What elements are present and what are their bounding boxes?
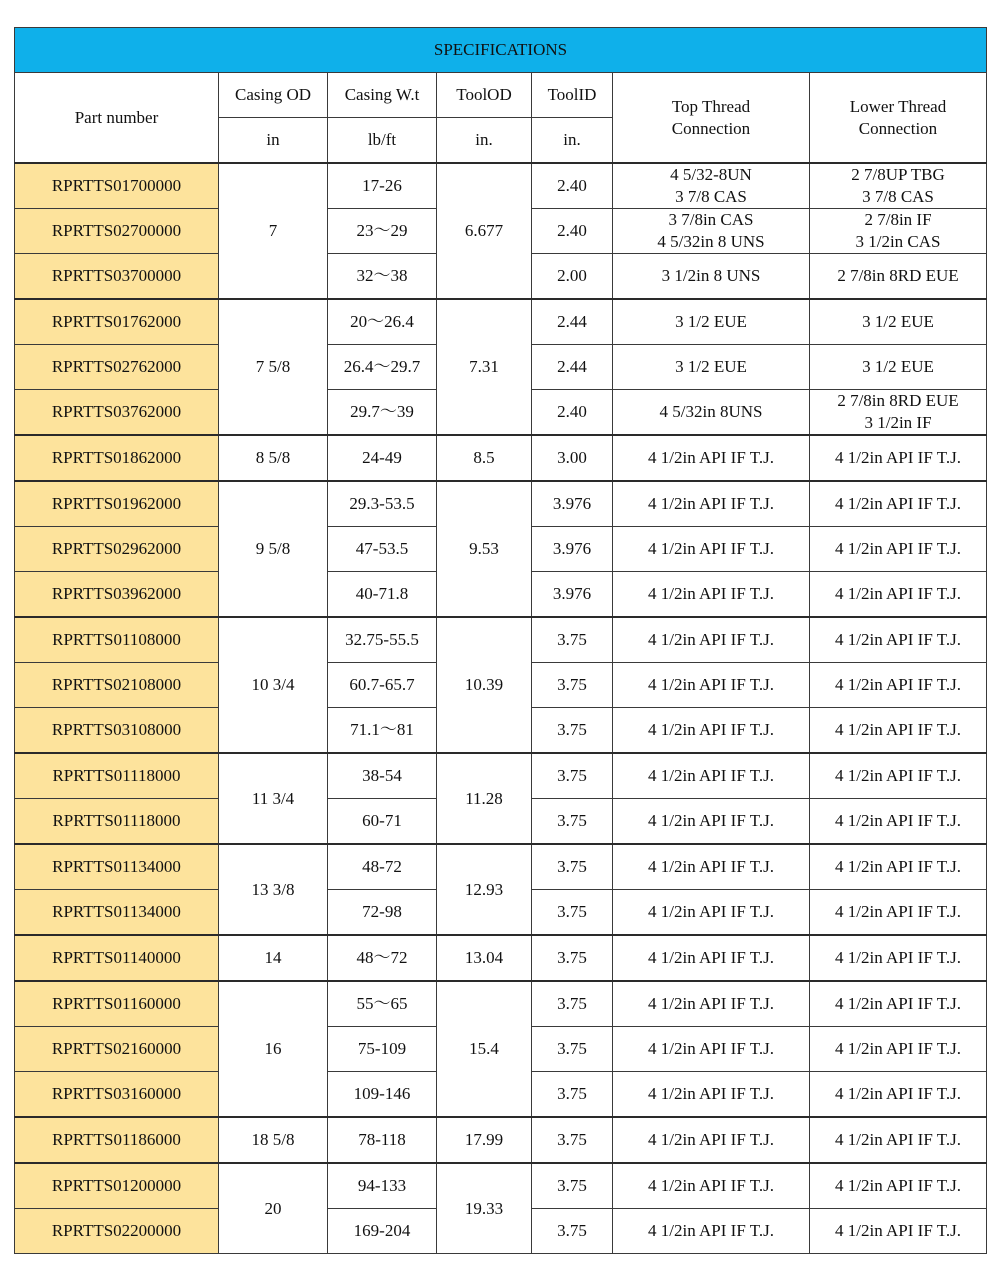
- casing-od-cell: 9 5/8: [219, 481, 328, 617]
- thread-line: 4 1/2in API IF T.J.: [835, 766, 961, 785]
- thread-line: 4 1/2in API IF T.J.: [835, 1221, 961, 1240]
- casing-wt-cell: 55～65: [328, 981, 437, 1027]
- thread-line: 4 1/2in API IF T.J.: [648, 675, 774, 694]
- lower-thread-cell: [810, 572, 987, 618]
- thread-line: 3 7/8in CAS: [668, 210, 754, 229]
- header-casing-wt: Casing W.t: [328, 73, 437, 118]
- tool-od-cell: 9.53: [437, 481, 532, 617]
- casing-od-cell: 7 5/8: [219, 299, 328, 435]
- casing-od-cell: 8 5/8: [219, 435, 328, 481]
- casing-od-cell: 13 3/8: [219, 844, 328, 935]
- top-thread-cell: [613, 935, 810, 981]
- tool-id-cell: 3.75: [532, 890, 613, 936]
- casing-wt-cell: 169-204: [328, 1209, 437, 1254]
- lower-thread-cell: [810, 935, 987, 981]
- tool-id-cell: 3.75: [532, 1209, 613, 1254]
- thread-line: 3 1/2 EUE: [862, 312, 934, 331]
- thread-line: 3 7/8 CAS: [675, 187, 747, 206]
- thread-line: 4 1/2in API IF T.J.: [648, 1221, 774, 1240]
- thread-line: 4 1/2in API IF T.J.: [648, 539, 774, 558]
- thread-line: 4 1/2in API IF T.J.: [648, 1130, 774, 1149]
- lower-thread-cell: [810, 844, 987, 890]
- top-thread-cell: [613, 708, 810, 754]
- thread-line: 4 1/2in API IF T.J.: [835, 1084, 961, 1103]
- part-number-cell: RPRTTS02962000: [15, 527, 219, 572]
- lower-thread-cell: [810, 435, 987, 481]
- top-thread-cell: [613, 753, 810, 799]
- part-number-cell: RPRTTS03762000: [15, 390, 219, 436]
- part-number-cell: RPRTTS02108000: [15, 663, 219, 708]
- thread-line: 2 7/8in 8RD EUE: [837, 391, 959, 410]
- casing-wt-cell: 20～26.4: [328, 299, 437, 345]
- thread-line: 4 1/2in API IF T.J.: [835, 857, 961, 876]
- part-number-cell: RPRTTS02762000: [15, 345, 219, 390]
- top-thread-cell: [613, 1209, 810, 1254]
- thread-line: 4 1/2in API IF T.J.: [835, 675, 961, 694]
- table-row: [15, 617, 987, 663]
- thread-line: 4 1/2in API IF T.J.: [648, 766, 774, 785]
- table-row: [15, 1117, 987, 1163]
- table-body: [15, 163, 987, 1254]
- tool-id-cell: 3.75: [532, 1072, 613, 1118]
- lower-thread-cell: [810, 299, 987, 345]
- thread-line: 4 1/2in API IF T.J.: [835, 902, 961, 921]
- thread-line: 4 1/2in API IF T.J.: [835, 448, 961, 467]
- top-thread-cell: [613, 1117, 810, 1163]
- thread-line: 3 1/2in CAS: [855, 232, 941, 251]
- tool-id-cell: 3.75: [532, 663, 613, 708]
- thread-line: 3 1/2in 8 UNS: [661, 266, 761, 285]
- tool-id-cell: 2.44: [532, 299, 613, 345]
- tool-id-cell: 3.00: [532, 435, 613, 481]
- tool-id-cell: 2.44: [532, 345, 613, 390]
- thread-line: 4 1/2in API IF T.J.: [648, 630, 774, 649]
- casing-wt-cell: 48～72: [328, 935, 437, 981]
- top-thread-cell: [613, 1163, 810, 1209]
- thread-line: 4 1/2in API IF T.J.: [835, 720, 961, 739]
- thread-line: 4 1/2in API IF T.J.: [648, 584, 774, 603]
- thread-line: 4 5/32in 8UNS: [659, 402, 763, 421]
- tool-id-cell: 3.75: [532, 981, 613, 1027]
- top-thread-cell: [613, 1072, 810, 1118]
- thread-line: 4 1/2in API IF T.J.: [648, 948, 774, 967]
- table-row: [15, 163, 987, 209]
- thread-line: 4 1/2in API IF T.J.: [648, 1176, 774, 1195]
- header-tool-id-unit: in.: [532, 118, 613, 164]
- casing-wt-cell: 109-146: [328, 1072, 437, 1118]
- header-tool-od: ToolOD: [437, 73, 532, 118]
- tool-id-cell: 2.40: [532, 209, 613, 254]
- thread-line: 4 1/2in API IF T.J.: [835, 630, 961, 649]
- thread-line: 4 5/32-8UN: [670, 165, 752, 184]
- part-number-cell: RPRTTS01134000: [15, 890, 219, 936]
- tool-id-cell: 3.75: [532, 708, 613, 754]
- tool-id-cell: 3.75: [532, 799, 613, 845]
- casing-od-cell: 18 5/8: [219, 1117, 328, 1163]
- tool-id-cell: 3.75: [532, 935, 613, 981]
- thread-line: 3 7/8 CAS: [862, 187, 934, 206]
- thread-line: 3 1/2 EUE: [675, 312, 747, 331]
- lower-thread-cell: [810, 1117, 987, 1163]
- table-row: [15, 753, 987, 799]
- top-thread-cell: [613, 163, 810, 209]
- top-thread-cell: [613, 981, 810, 1027]
- casing-od-cell: 7: [219, 163, 328, 299]
- lower-thread-cell: [810, 890, 987, 936]
- tool-od-cell: 19.33: [437, 1163, 532, 1254]
- header-casing-od-unit: in: [219, 118, 328, 164]
- casing-wt-cell: 48-72: [328, 844, 437, 890]
- tool-od-cell: 8.5: [437, 435, 532, 481]
- part-number-cell: RPRTTS01700000: [15, 163, 219, 209]
- thread-line: 4 1/2in API IF T.J.: [835, 494, 961, 513]
- thread-line: 4 1/2in API IF T.J.: [648, 811, 774, 830]
- thread-line: 2 7/8in IF: [864, 210, 932, 229]
- lower-thread-cell: [810, 1209, 987, 1254]
- thread-line: 4 1/2in API IF T.J.: [835, 1130, 961, 1149]
- casing-wt-cell: 29.7～39: [328, 390, 437, 436]
- lower-thread-cell: [810, 209, 987, 254]
- part-number-cell: RPRTTS01200000: [15, 1163, 219, 1209]
- table-row: [15, 935, 987, 981]
- casing-od-cell: 11 3/4: [219, 753, 328, 844]
- specifications-table: [14, 27, 987, 1254]
- top-thread-cell: [613, 345, 810, 390]
- thread-line: 2 7/8in 8RD EUE: [837, 266, 959, 285]
- top-thread-cell: [613, 435, 810, 481]
- top-thread-cell: [613, 254, 810, 300]
- part-number-cell: RPRTTS01762000: [15, 299, 219, 345]
- part-number-cell: RPRTTS01962000: [15, 481, 219, 527]
- casing-wt-cell: 71.1～81: [328, 708, 437, 754]
- part-number-cell: RPRTTS01118000: [15, 753, 219, 799]
- top-thread-cell: [613, 617, 810, 663]
- table-row: [15, 1163, 987, 1209]
- lower-thread-cell: [810, 981, 987, 1027]
- casing-od-cell: 14: [219, 935, 328, 981]
- table-row: [15, 299, 987, 345]
- part-number-cell: RPRTTS01160000: [15, 981, 219, 1027]
- header-part-number: Part number: [15, 73, 219, 164]
- part-number-cell: RPRTTS03108000: [15, 708, 219, 754]
- part-number-cell: RPRTTS03700000: [15, 254, 219, 300]
- thread-line: 4 1/2in API IF T.J.: [835, 994, 961, 1013]
- top-thread-cell: [613, 209, 810, 254]
- tool-od-cell: 11.28: [437, 753, 532, 844]
- casing-wt-cell: 40-71.8: [328, 572, 437, 618]
- tool-od-cell: 7.31: [437, 299, 532, 435]
- thread-line: 4 1/2in API IF T.J.: [648, 857, 774, 876]
- thread-line: 4 1/2in API IF T.J.: [835, 1039, 961, 1058]
- lower-thread-cell: [810, 617, 987, 663]
- thread-line: 4 1/2in API IF T.J.: [835, 539, 961, 558]
- table-row: [15, 844, 987, 890]
- thread-line: 2 7/8UP TBG: [851, 165, 945, 184]
- tool-id-cell: 3.976: [532, 527, 613, 572]
- table-row: [15, 435, 987, 481]
- top-thread-cell: [613, 1027, 810, 1072]
- lower-thread-cell: [810, 163, 987, 209]
- lower-thread-cell: [810, 481, 987, 527]
- lower-thread-cell: [810, 799, 987, 845]
- top-thread-cell: [613, 481, 810, 527]
- casing-wt-cell: 32～38: [328, 254, 437, 300]
- casing-wt-cell: 38-54: [328, 753, 437, 799]
- lower-thread-cell: [810, 1072, 987, 1118]
- part-number-cell: RPRTTS01862000: [15, 435, 219, 481]
- lower-thread-cell: [810, 254, 987, 300]
- part-number-cell: RPRTTS01186000: [15, 1117, 219, 1163]
- tool-od-cell: 10.39: [437, 617, 532, 753]
- lower-thread-cell: [810, 753, 987, 799]
- thread-line: 4 1/2in API IF T.J.: [648, 494, 774, 513]
- thread-line: 4 1/2in API IF T.J.: [648, 448, 774, 467]
- lower-thread-cell: [810, 1163, 987, 1209]
- thread-line: 4 1/2in API IF T.J.: [648, 720, 774, 739]
- tool-id-cell: 2.00: [532, 254, 613, 300]
- tool-id-cell: 2.40: [532, 390, 613, 436]
- lower-thread-cell: [810, 663, 987, 708]
- tool-id-cell: 3.75: [532, 844, 613, 890]
- thread-line: 3 1/2 EUE: [675, 357, 747, 376]
- top-thread-cell: [613, 890, 810, 936]
- lower-thread-cell: [810, 390, 987, 436]
- top-thread-cell: [613, 390, 810, 436]
- header-tool-id: ToolID: [532, 73, 613, 118]
- casing-od-cell: 20: [219, 1163, 328, 1254]
- part-number-cell: RPRTTS01140000: [15, 935, 219, 981]
- lower-thread-cell: [810, 345, 987, 390]
- tool-od-cell: 17.99: [437, 1117, 532, 1163]
- top-thread-cell: [613, 663, 810, 708]
- lower-thread-cell: [810, 1027, 987, 1072]
- part-number-cell: RPRTTS01108000: [15, 617, 219, 663]
- header-casing-od: Casing OD: [219, 73, 328, 118]
- table-row: [15, 481, 987, 527]
- part-number-cell: RPRTTS02160000: [15, 1027, 219, 1072]
- thread-line: 4 1/2in API IF T.J.: [835, 948, 961, 967]
- top-thread-cell: [613, 572, 810, 618]
- part-number-cell: RPRTTS03962000: [15, 572, 219, 618]
- tool-id-cell: 3.75: [532, 1027, 613, 1072]
- part-number-cell: RPRTTS02200000: [15, 1209, 219, 1254]
- tool-id-cell: 3.976: [532, 572, 613, 618]
- tool-id-cell: 3.976: [532, 481, 613, 527]
- top-thread-cell: [613, 527, 810, 572]
- tool-id-cell: 2.40: [532, 163, 613, 209]
- casing-wt-cell: 17-26: [328, 163, 437, 209]
- thread-line: 3 1/2 EUE: [862, 357, 934, 376]
- thread-line: 3 1/2in IF: [864, 413, 932, 432]
- tool-id-cell: 3.75: [532, 1163, 613, 1209]
- table-title: SPECIFICATIONS: [15, 28, 987, 73]
- thread-line: 4 1/2in API IF T.J.: [648, 994, 774, 1013]
- table-row: [15, 981, 987, 1027]
- thread-line: 4 1/2in API IF T.J.: [835, 1176, 961, 1195]
- casing-wt-cell: 29.3-53.5: [328, 481, 437, 527]
- thread-line: 4 1/2in API IF T.J.: [835, 584, 961, 603]
- lower-thread-cell: [810, 527, 987, 572]
- casing-wt-cell: 60.7-65.7: [328, 663, 437, 708]
- casing-od-cell: 16: [219, 981, 328, 1117]
- casing-wt-cell: 78-118: [328, 1117, 437, 1163]
- part-number-cell: RPRTTS02700000: [15, 209, 219, 254]
- tool-od-cell: 13.04: [437, 935, 532, 981]
- casing-wt-cell: 47-53.5: [328, 527, 437, 572]
- casing-wt-cell: 23～29: [328, 209, 437, 254]
- casing-od-cell: 10 3/4: [219, 617, 328, 753]
- part-number-cell: RPRTTS01134000: [15, 844, 219, 890]
- header-tool-od-unit: in.: [437, 118, 532, 164]
- casing-wt-cell: 94-133: [328, 1163, 437, 1209]
- thread-line: 4 1/2in API IF T.J.: [648, 1039, 774, 1058]
- lower-thread-cell: [810, 708, 987, 754]
- thread-line: 4 1/2in API IF T.J.: [648, 1084, 774, 1103]
- tool-od-cell: 12.93: [437, 844, 532, 935]
- top-thread-cell: [613, 299, 810, 345]
- tool-od-cell: 6.677: [437, 163, 532, 299]
- tool-id-cell: 3.75: [532, 617, 613, 663]
- casing-wt-cell: 75-109: [328, 1027, 437, 1072]
- tool-od-cell: 15.4: [437, 981, 532, 1117]
- top-thread-cell: [613, 799, 810, 845]
- header-lower-thread: Lower Thread Connection: [810, 73, 987, 164]
- thread-line: 4 1/2in API IF T.J.: [648, 902, 774, 921]
- part-number-cell: RPRTTS03160000: [15, 1072, 219, 1118]
- casing-wt-cell: 60-71: [328, 799, 437, 845]
- header-casing-wt-unit: lb/ft: [328, 118, 437, 164]
- tool-id-cell: 3.75: [532, 1117, 613, 1163]
- casing-wt-cell: 26.4～29.7: [328, 345, 437, 390]
- header-top-thread: Top Thread Connection: [613, 73, 810, 164]
- casing-wt-cell: 24-49: [328, 435, 437, 481]
- casing-wt-cell: 32.75-55.5: [328, 617, 437, 663]
- casing-wt-cell: 72-98: [328, 890, 437, 936]
- thread-line: 4 1/2in API IF T.J.: [835, 811, 961, 830]
- thread-line: 4 5/32in 8 UNS: [657, 232, 765, 251]
- part-number-cell: RPRTTS01118000: [15, 799, 219, 845]
- tool-id-cell: 3.75: [532, 753, 613, 799]
- top-thread-cell: [613, 844, 810, 890]
